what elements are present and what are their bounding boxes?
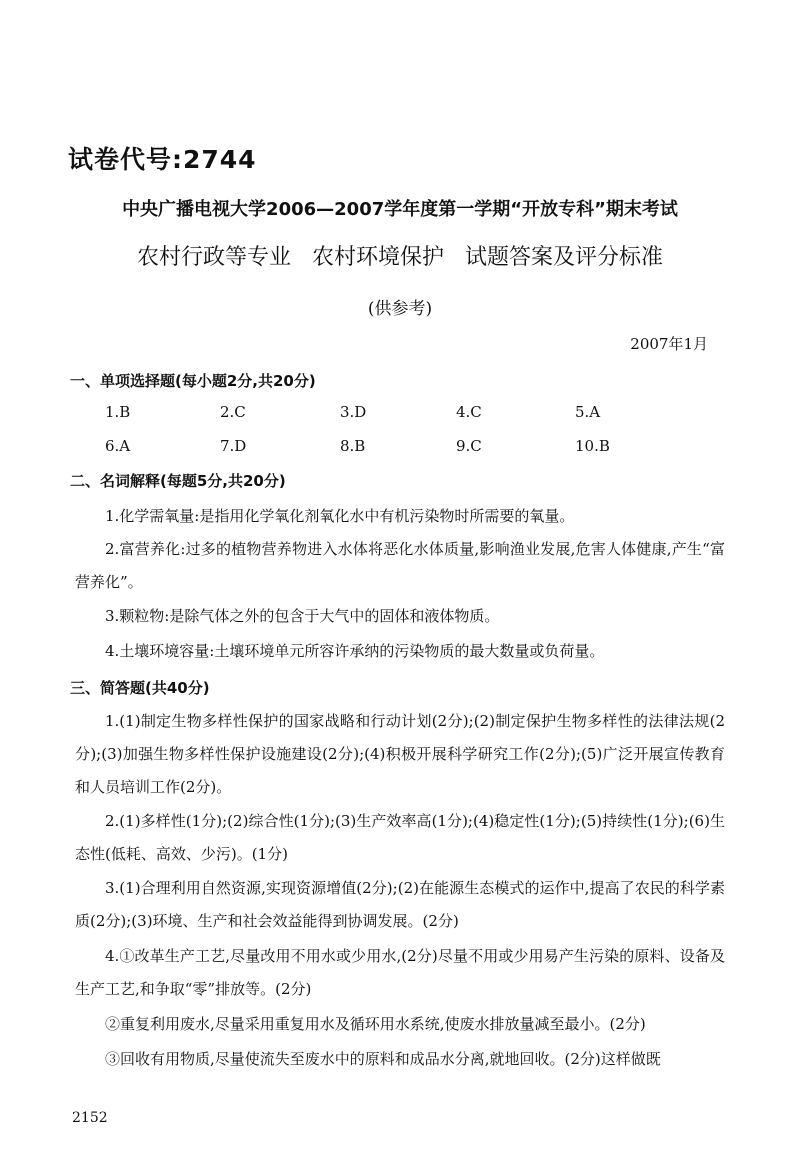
answer-item: 10.B — [575, 437, 610, 455]
answer-item: 7.D — [220, 437, 247, 455]
answer-item: 3.D — [340, 403, 367, 421]
section2-heading: 二、名词解释(每题5分,共20分) — [70, 472, 286, 490]
term-definition: 2.富营养化:过多的植物营养物进入水体将恶化水体质量,影响渔业发展,危害人体健康,产生“富营养化”。 — [75, 540, 725, 591]
section1-heading: 一、单项选择题(每小题2分,共20分) — [70, 372, 316, 390]
answer-item: 4.C — [456, 403, 482, 421]
short-answer: ②重复利用废水,尽量采用重复用水及循环用水系统,使废水排放量减至最小。(2分) — [105, 1015, 646, 1033]
term-definition: 4.土壤环境容量:土壤环境单元所容许承纳的污染物质的最大数量或负荷量。 — [105, 642, 605, 660]
short-answer: 4.①改革生产工艺,尽量改用不用水或少用水,(2分)尽量不用或少用易产生污染的原料、设备及生产工艺,和争取“零”排放等。(2分) — [75, 947, 725, 998]
reference-note: (供参考) — [367, 299, 433, 319]
answer-item: 2.C — [220, 403, 246, 421]
term-definition: 3.颗粒物:是除气体之外的包含于大气中的固体和液体物质。 — [105, 607, 500, 625]
answer-item: 5.A — [575, 403, 601, 421]
term-definition: 1.化学需氧量:是指用化学氧化剂氧化水中有机污染物时所需要的氧量。 — [105, 507, 575, 525]
short-answer: 3.(1)合理利用自然资源,实现资源增值(2分);(2)在能源生态模式的运作中,提高了农民的科学素质(2分);(3)环境、生产和社会效益能得到协调发展。(2分) — [75, 879, 725, 930]
page-number: 2152 — [72, 1110, 108, 1126]
section3-heading: 三、简答题(共40分) — [70, 679, 210, 697]
short-answer: 1.(1)制定生物多样性保护的国家战略和行动计划(2分);(2)制定保护生物多样性的法律法规(2分);(3)加强生物多样性保护设施建设(2分);(4)积极开展科学研究工作(2分);(5)广泛开展宣传教育和人员培训工作(2分)。 — [75, 712, 725, 796]
answer-item: 6.A — [105, 437, 131, 455]
short-answer: 2.(1)多样性(1分);(2)综合性(1分);(3)生产效率高(1分);(4)稳定性(1分);(5)持续性(1分);(6)生态性(低耗、高效、少污)。(1分) — [75, 812, 725, 863]
answer-item: 8.B — [340, 437, 366, 455]
exam-code: 试卷代号:2744 — [68, 145, 257, 174]
answer-item: 1.B — [105, 403, 131, 421]
exam-subtitle: 农村行政等专业 农村环境保护 试题答案及评分标准 — [137, 245, 663, 270]
short-answer: ③回收有用物质,尽量使流失至废水中的原料和成品水分离,就地回收。(2分)这样做既 — [105, 1050, 661, 1068]
exam-title: 中央广播电视大学2006—2007学年度第一学期“开放专科”期末考试 — [122, 199, 678, 220]
answer-item: 9.C — [456, 437, 482, 455]
exam-date: 2007年1月 — [630, 335, 708, 353]
